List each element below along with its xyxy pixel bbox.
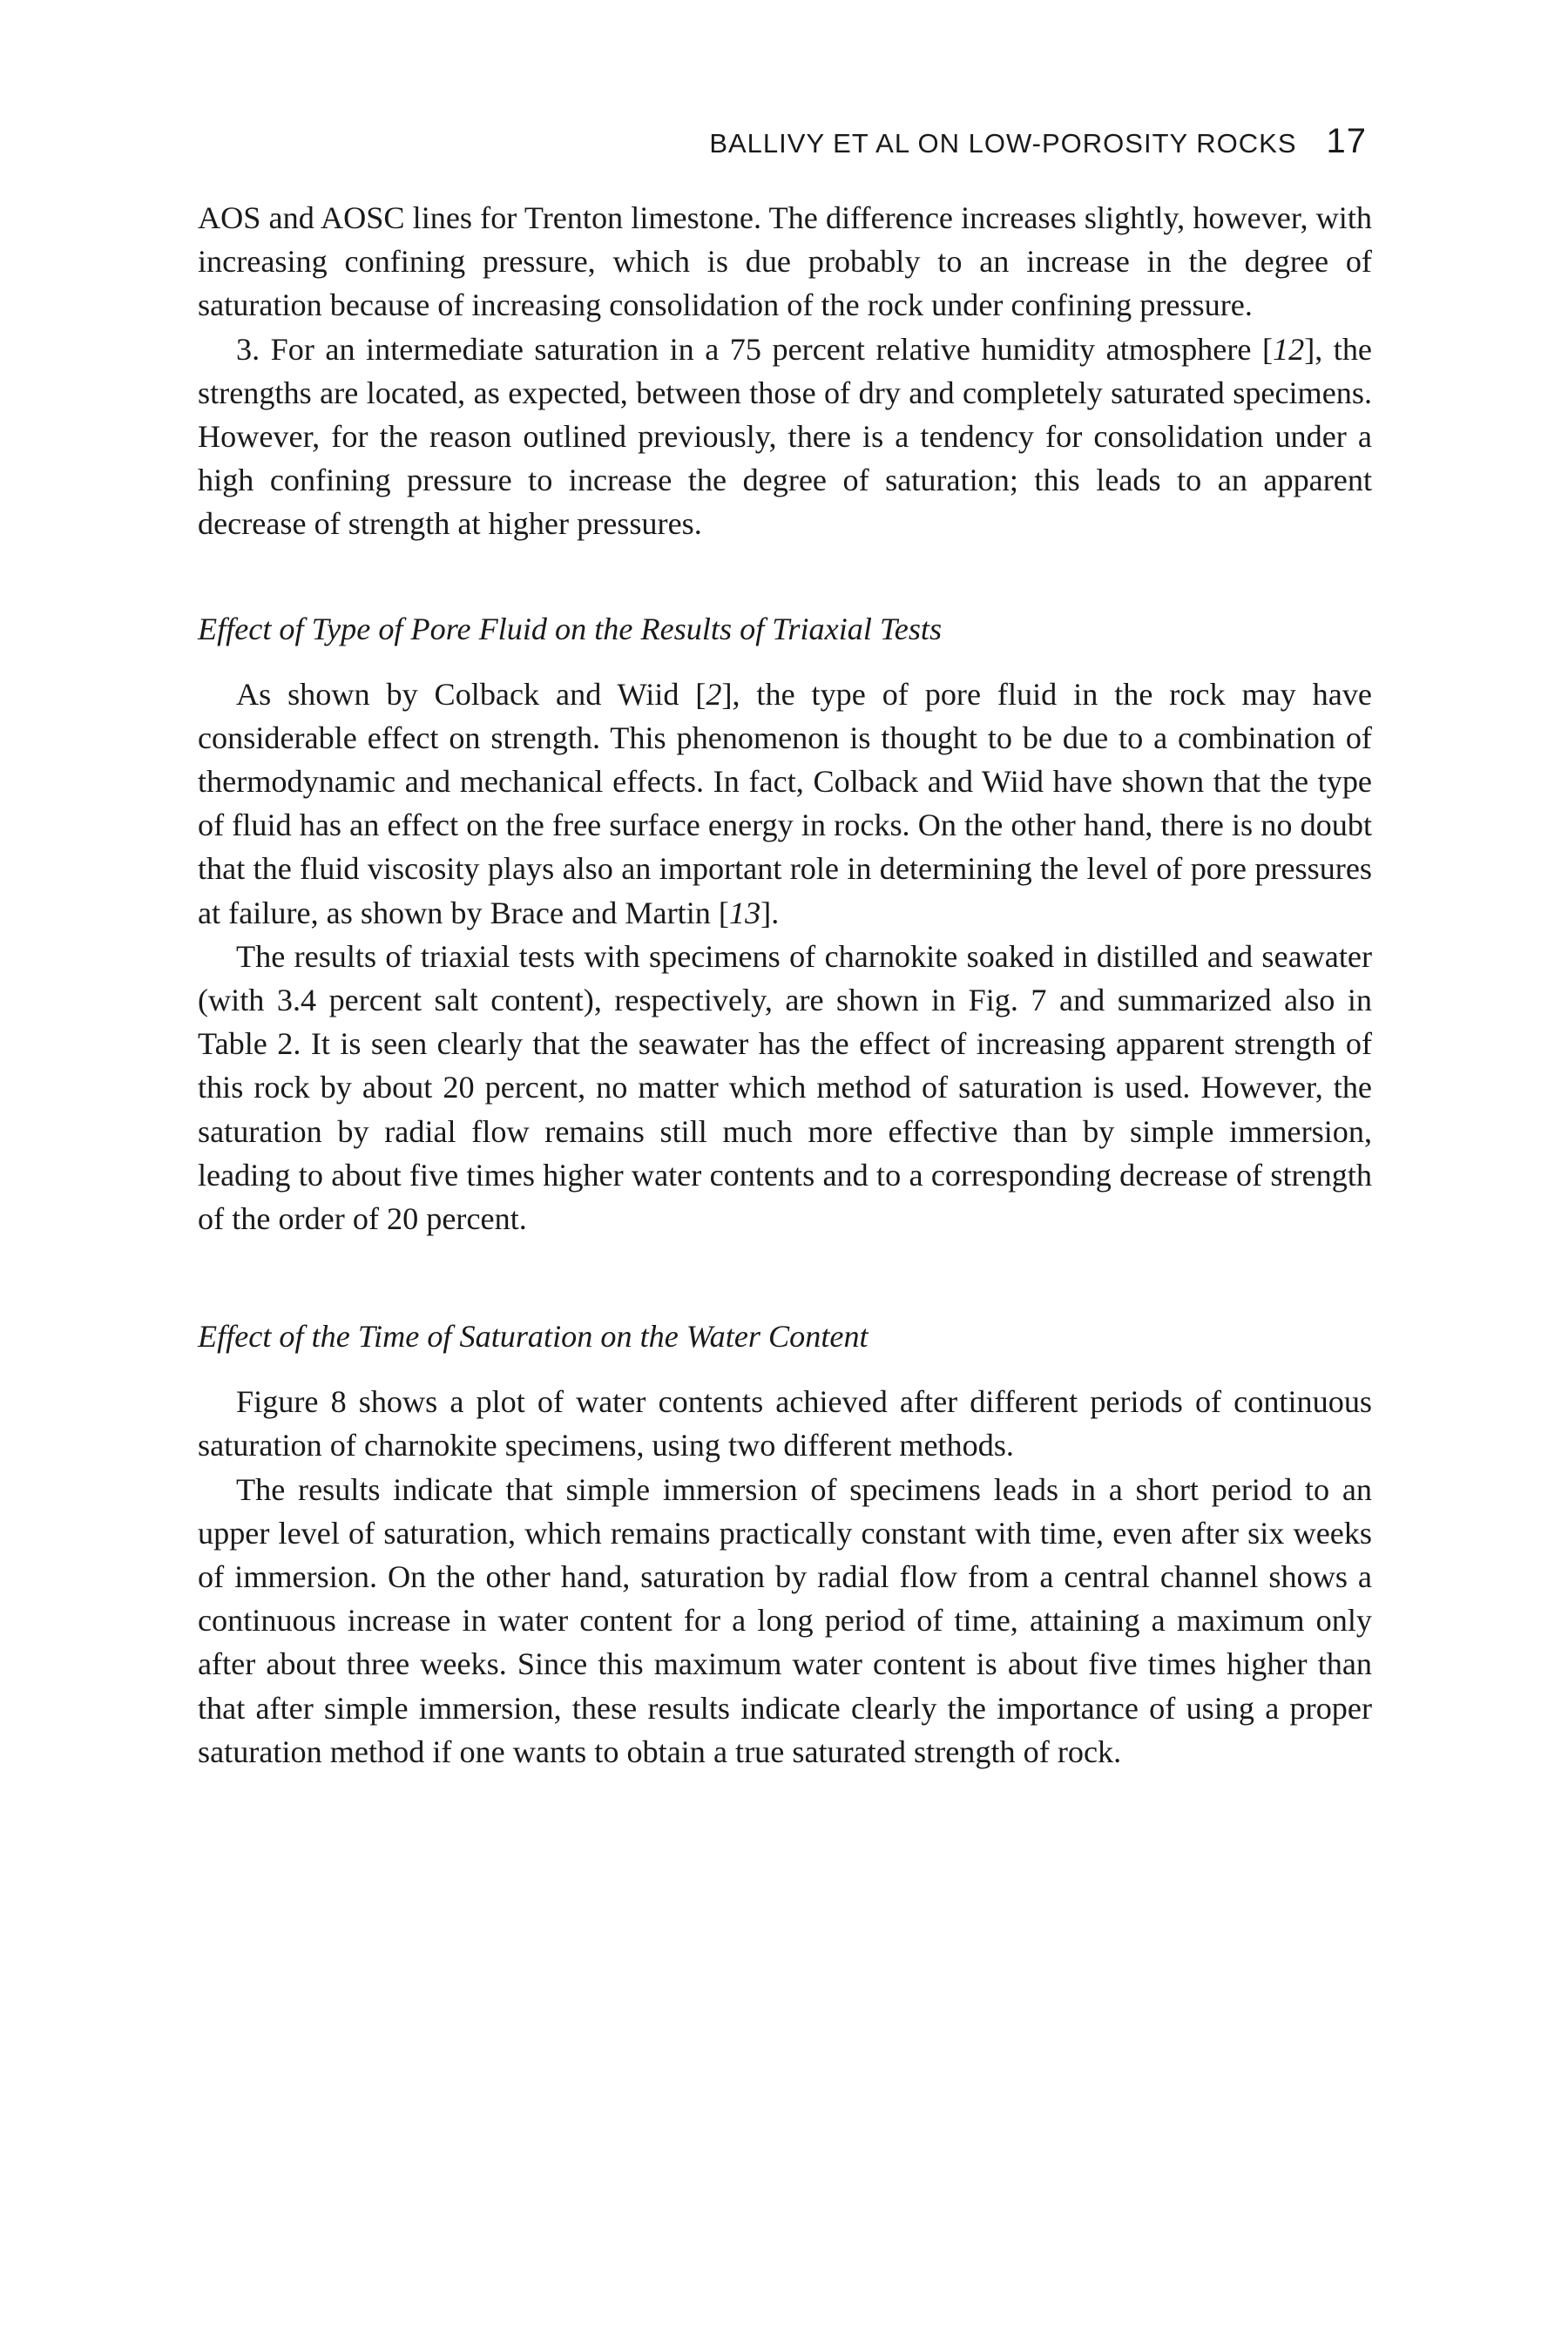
pore-fluid-paragraph-1: [198, 672, 1372, 935]
pore-fluid-paragraph-1-text-c: ].: [760, 895, 780, 930]
intro-paragraph-2: [198, 328, 1372, 546]
pore-fluid-paragraph-1-text-a: As shown by Colback and Wiid [: [236, 676, 706, 712]
pore-fluid-paragraph-1-text-b: ], the type of pore fluid in the rock may have considerable effect on strength. This phenomenon is thought to be due to a combination of thermodynamic and mechanical effects. In fact, Colback and Wiid have shown that the type of fluid has an effect on the free surface energy in rocks. On the other hand, there is no doubt that the fluid viscosity plays also an important role in determining the level of pore pressures at failure, as shown by Brace and Martin [: [198, 676, 1372, 930]
page-number: 17: [1326, 122, 1367, 160]
citation-2: 2: [706, 676, 722, 712]
pore-fluid-paragraph-2: The results of triaxial tests with specimens of charnokite soaked in distilled and seawater (with 3.4 percent salt content), respectively, are shown in Fig. 7 and summarized also in Table 2. It is seen clearly that the seawater has the effect of increasing apparent strength of this rock by about 20 percent, no matter which method of saturation is used. However, the saturation by radial flow remains still much more effective than by simple immersion, leading to about five times higher water contents and to a corresponding decrease of strength of the order of 20 percent.: [198, 938, 1372, 1237]
page: [198, 122, 1372, 1774]
intro-paragraph-2-text-b: ], the strengths are located, as expected, between those of dry and completely saturated specimens. However, for the reason outlined previously, there is a tendency for consolidation under a high confining pressure to increase the degree of saturation; this leads to an apparent decrease of strength at higher pressures.: [198, 331, 1372, 542]
section-heading-pore-fluid: Effect of Type of Pore Fluid on the Results of Triaxial Tests: [198, 611, 943, 646]
running-head: [198, 122, 1372, 161]
running-title: BALLIVY ET AL ON LOW-POROSITY ROCKS: [709, 128, 1297, 159]
citation-12: 12: [1273, 331, 1305, 367]
saturation-time-paragraph-1: Figure 8 shows a plot of water contents achieved after different periods of continuous saturation of charnokite specimens, using two different methods.: [198, 1384, 1372, 1463]
intro-paragraph-2-text-a: 3. For an intermediate saturation in a 75 percent relative humidity atmosphere [: [236, 331, 1273, 367]
section-heading-saturation-time: Effect of the Time of Saturation on the Water Content: [198, 1319, 868, 1355]
citation-13: 13: [728, 895, 761, 930]
intro-paragraph-1: AOS and AOSC lines for Trenton limestone. The difference increases slightly, however, with increasing confining pressure, which is due probably to an increase in the degree of saturation because of increasing consolidation of the rock under confining pressure.: [198, 200, 1372, 323]
saturation-time-paragraph-2: The results indicate that simple immersion of specimens leads in a short period to an upper level of saturation, which remains practically constant with time, even after six weeks of immersion. On the other hand, saturation by radial flow from a central channel shows a continuous increase in water content for a long period of time, attaining a maximum only after about three weeks. Since this maximum water content is about five times higher than that after simple immersion, these results indicate clearly the importance of using a proper saturation method if one wants to obtain a true saturated strength of rock.: [198, 1471, 1372, 1769]
